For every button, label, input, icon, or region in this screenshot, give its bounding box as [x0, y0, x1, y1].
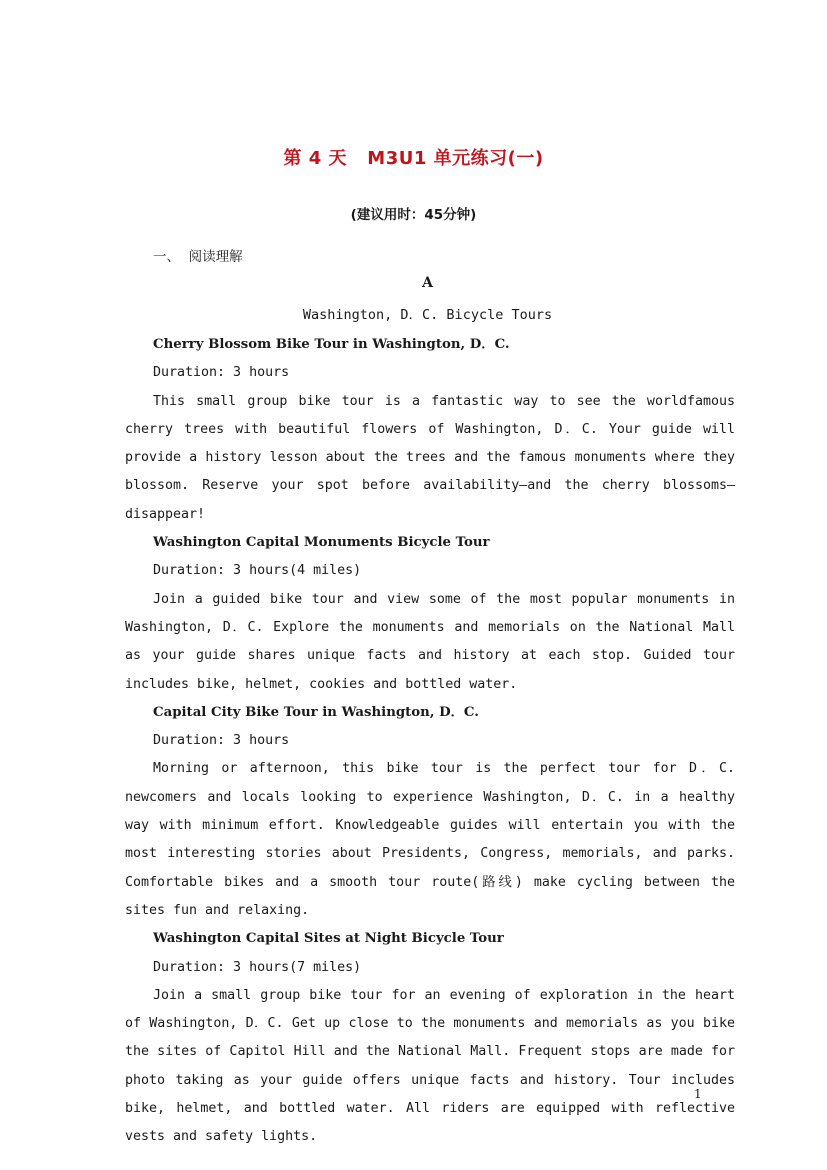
tour-name: Cherry Blossom Bike Tour in Washington, D．C. [153, 337, 510, 352]
tour-name: Washington Capital Sites at Night Bicycle Tour [153, 931, 504, 947]
tour-description: Join a guided bike tour and view some of the most popular monuments in Washington, D．C. Explore the monuments and memorials on the National Mall as your guide shares unique facts and history at each stop. Guided tour includes bike, helmet, cookies and bottled water. [125, 591, 735, 692]
tour-name: Washington Capital Monuments Bicycle Tour [153, 535, 490, 551]
tour-block [125, 331, 735, 529]
page-title: 第 4 天 M3U1 单元练习(一) [283, 148, 544, 169]
passage-body [125, 331, 735, 1152]
tour-duration: Duration: 3 hours(4 miles) [153, 563, 362, 579]
page-number: 1 [694, 1087, 702, 1101]
tour-block [125, 699, 735, 925]
tour-duration: Duration: 3 hours [153, 733, 290, 749]
tour-block [125, 529, 735, 699]
time-hint: (建议用时：45分钟) [350, 207, 477, 223]
tour-duration: Duration: 3 hours [153, 365, 290, 381]
tour-name: Capital City Bike Tour in Washington, D．C. [153, 704, 479, 720]
tour-description: This small group bike tour is a fantastic way to see the worldfamous cherry trees with beautiful flowers of Washington, D．C. Your guide will provide a history lesson about the trees and the famous monuments where they blossom. Reserve your spot before availability—and the cherry blossoms—disappear! [125, 393, 735, 522]
tour-description: Join a small group bike tour for an evening of exploration in the heart of Washington, D．C. Get up close to the monuments and memorials as you bike the sites of Capitol Hill and the National Mall. Frequent stops are made for photo taking as your guide offers unique facts and history. Tour includes bike, helmet, and bottled water. All riders are equipped with reflective vests and safety lights. [125, 987, 735, 1145]
passage-title: Washington, D．C. Bicycle Tours [302, 307, 553, 323]
passage-letter: A [422, 275, 433, 291]
section-heading: 一、 阅读理解 [153, 249, 243, 265]
tour-block [125, 925, 735, 1151]
tour-duration: Duration: 3 hours(7 miles) [153, 959, 362, 975]
tour-description: Morning or afternoon, this bike tour is the perfect tour for D．C. newcomers and locals looking to experience Washington, D．C. in a healthy way with minimum effort. Knowledgeable guides will entertain you with the most interesting stories about Presidents, Congress, memorials, and parks. Comfortable bikes and a smooth tour route(路线) make cycling between the sites fun and relaxing. [125, 761, 735, 918]
